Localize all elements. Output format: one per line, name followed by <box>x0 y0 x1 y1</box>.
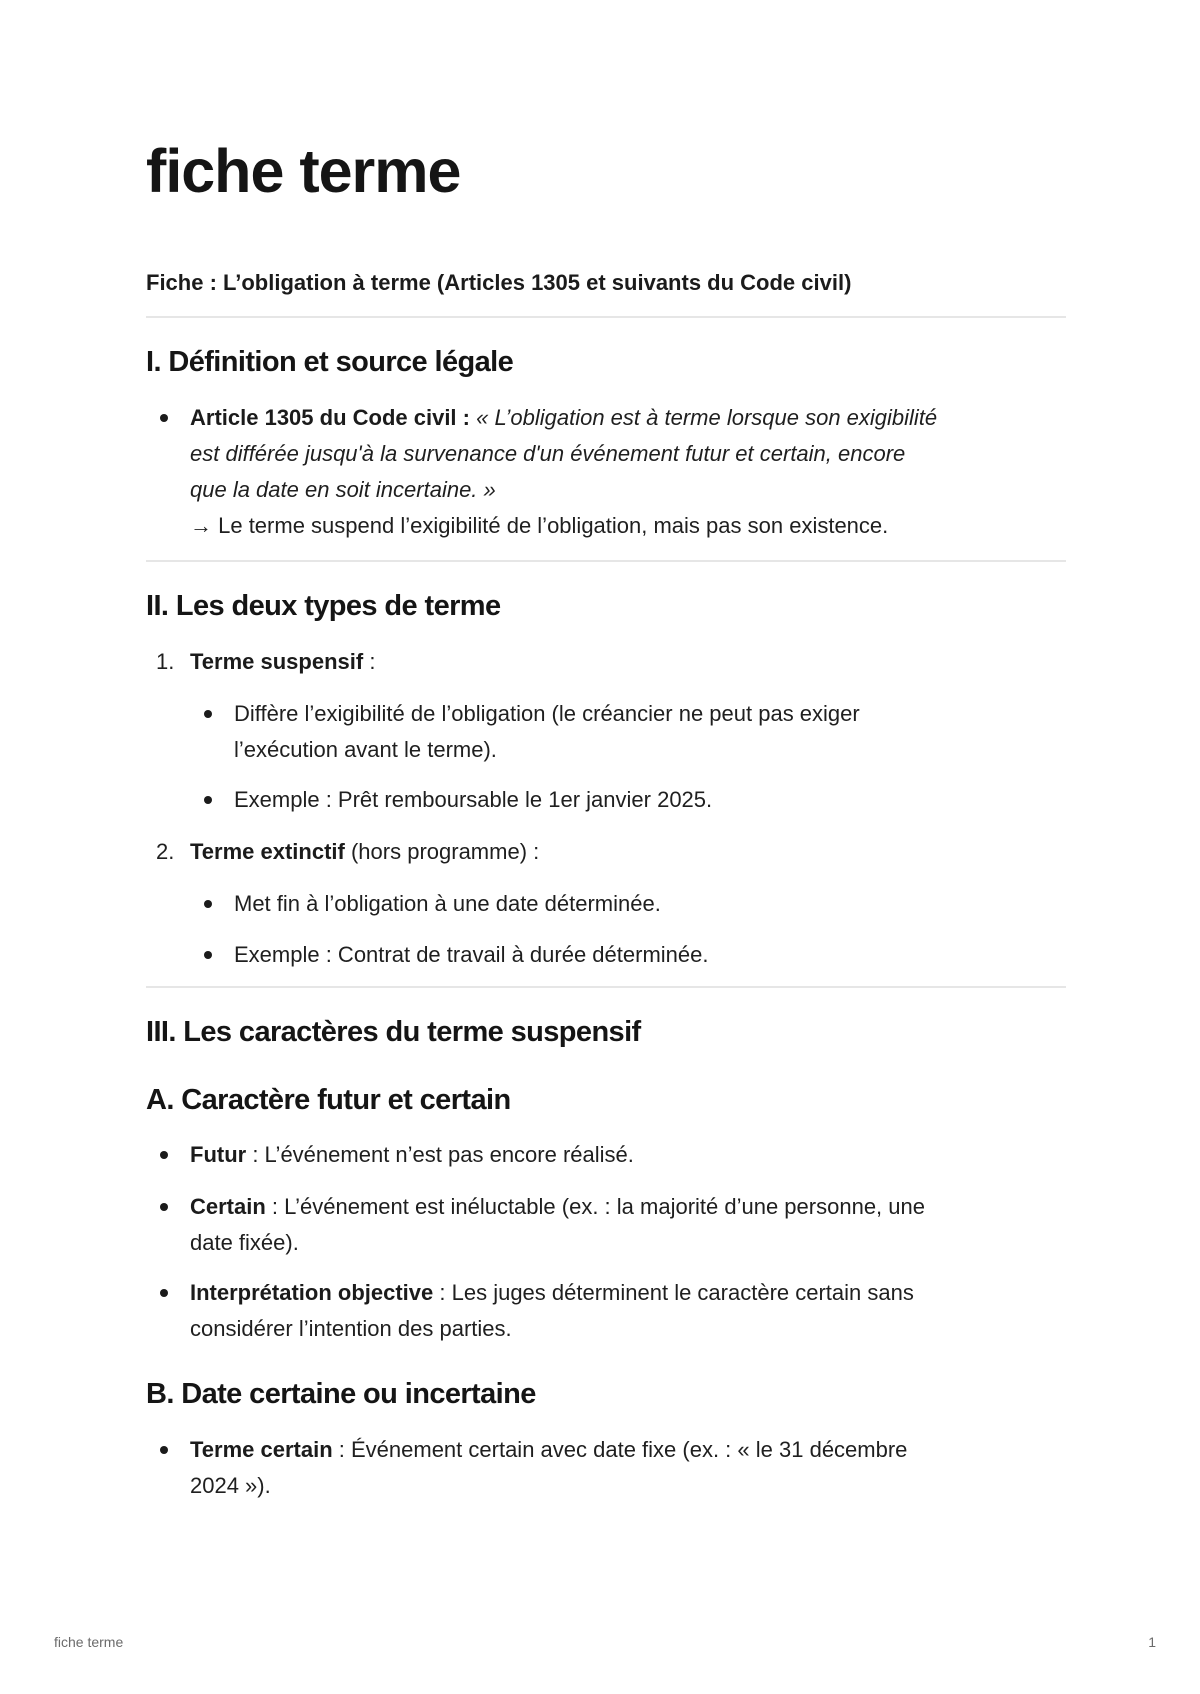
subsection-a-list <box>146 1189 1066 1261</box>
list-item <box>146 1189 1066 1261</box>
item-suffix: (hors programme) : <box>344 839 540 864</box>
section-2-heading: II. Les deux types de terme <box>146 590 501 622</box>
bullet-icon <box>204 710 212 718</box>
sublist <box>146 886 1066 922</box>
section-2-list <box>146 644 1066 680</box>
item-label: Article 1305 du Code civil : <box>190 405 470 430</box>
list-item <box>146 696 1066 768</box>
subsection-b-list <box>146 1432 1066 1504</box>
subsection-a-list <box>146 1137 1066 1173</box>
item-text: : L’événement est inéluctable (ex. : la majorité d’une personne, une <box>265 1194 925 1219</box>
item-text-cont: l’exécution avant le terme). <box>234 737 497 762</box>
item-number: 1. <box>156 649 175 674</box>
subsection-b-heading: B. Date certaine ou incertaine <box>146 1378 536 1410</box>
bullet-icon <box>204 900 212 908</box>
section-1-heading: I. Définition et source légale <box>146 346 514 378</box>
bullet-icon <box>160 414 168 422</box>
item-text: Met fin à l’obligation à une date déterminée. <box>234 891 661 916</box>
footer-document-name: fiche terme <box>54 1634 124 1650</box>
item-quote: « L’obligation est à terme lorsque son exigibilité <box>476 405 938 430</box>
bullet-icon <box>160 1446 168 1454</box>
sublist <box>146 782 1066 818</box>
item-text: Exemple : Prêt remboursable le 1er janvier 2025. <box>234 787 713 812</box>
item-text: Diffère l’exigibilité de l’obligation (le créancier ne peut pas exiger <box>234 701 860 726</box>
bullet-icon <box>160 1203 168 1211</box>
item-label: Certain <box>190 1194 266 1219</box>
bullet-icon <box>204 796 212 804</box>
list-item <box>146 1432 1066 1504</box>
document-title: fiche terme <box>146 137 461 205</box>
subsection-a-heading: A. Caractère futur et certain <box>146 1084 511 1116</box>
item-text: : Événement certain avec date fixe (ex. : « le 31 décembre <box>332 1437 908 1462</box>
list-item <box>146 400 1066 544</box>
list-item <box>146 1137 1066 1173</box>
list-item <box>146 886 1066 922</box>
list-item <box>146 782 1066 818</box>
subsection-a-list <box>146 1275 1066 1347</box>
item-label: Terme suspensif <box>190 649 364 674</box>
item-suffix: : <box>363 649 376 674</box>
bullet-icon <box>204 951 212 959</box>
list-item <box>146 937 1066 973</box>
sublist <box>146 937 1066 973</box>
item-text-cont: date fixée). <box>190 1230 299 1255</box>
sublist <box>146 696 1066 768</box>
item-label: Terme certain <box>190 1437 333 1462</box>
divider <box>146 986 1066 988</box>
numbered-item <box>146 834 1066 870</box>
footer-page-number: 1 <box>1148 1634 1156 1650</box>
item-number: 2. <box>156 839 175 864</box>
item-quote-end: que la date en soit incertaine. » <box>190 477 496 502</box>
item-label: Futur <box>190 1142 247 1167</box>
bullet-icon <box>160 1289 168 1297</box>
item-label: Terme extinctif <box>190 839 345 864</box>
list-item <box>146 1275 1066 1347</box>
item-text: Exemple : Contrat de travail à durée déterminée. <box>234 942 709 967</box>
numbered-item <box>146 644 1066 680</box>
item-text: : Les juges déterminent le caractère certain sans <box>433 1280 914 1305</box>
item-quote-cont: est différée jusqu'à la survenance d'un événement futur et certain, encore <box>190 441 906 466</box>
bullet-icon <box>160 1151 168 1159</box>
item-label: Interprétation objective <box>190 1280 434 1305</box>
item-note: → Le terme suspend l’exigibilité de l’obligation, mais pas son existence. <box>190 513 889 538</box>
section-2-list <box>146 834 1066 870</box>
item-text-cont: considérer l’intention des parties. <box>190 1316 512 1341</box>
item-text-cont: 2024 »). <box>190 1473 271 1498</box>
divider <box>146 316 1066 318</box>
divider <box>146 560 1066 562</box>
document-subtitle: Fiche : L’obligation à terme (Articles 1305 et suivants du Code civil) <box>146 270 852 295</box>
section-1-list <box>146 400 1066 544</box>
section-3-heading: III. Les caractères du terme suspensif <box>146 1016 641 1048</box>
item-text: : L’événement n’est pas encore réalisé. <box>246 1142 634 1167</box>
